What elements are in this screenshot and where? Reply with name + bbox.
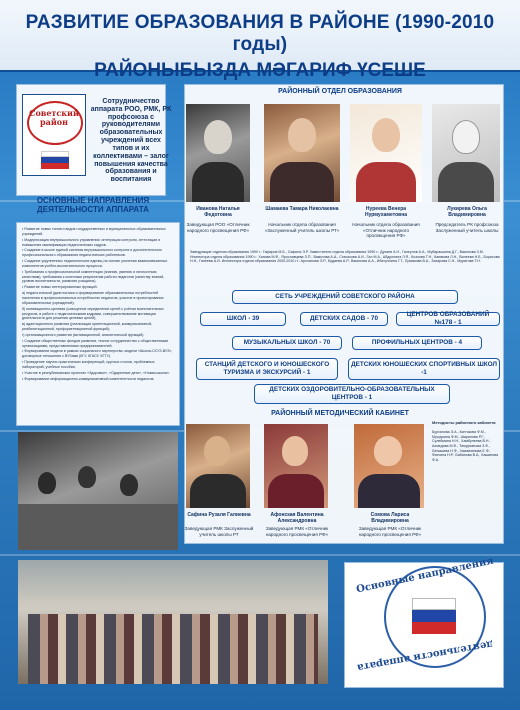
body-shape (190, 474, 246, 508)
edu-center-box: ЦЕНТРОВ ОБРАЗОВАНИЙ №178 - 1 (396, 312, 500, 326)
portrait-photo (264, 424, 328, 508)
portrait-name: Нуреева Венера Нурмухаметовна (364, 206, 408, 218)
logo-text: Советский район (29, 108, 79, 127)
directions-item: • Участие в республиканских проектах «Здоровье», «Одаренные дети», «Новая школа». (22, 370, 171, 375)
directions-item: в) адаптационного развития (реализация ориентационной, коммуникативной, реабилитационной, профориентационной функций); (22, 322, 153, 332)
portrait-role: Начальник отдела образования «Заслуженный учитель школы РТ» (264, 222, 340, 233)
sport-schools-box: ДЕТСКИХ ЮНОШЕСКИХ СПОРТИВНЫХ ШКОЛ -1 (348, 358, 500, 380)
poster-title-ru: РАЗВИТИЕ ОБРАЗОВАНИЯ В РАЙОНЕ (1990-2010 годы) (25, 12, 495, 55)
directions-item: • Создание в школе единой системы внутришкольного контроля и дополнительного профессионального образования педагогических работников. (22, 248, 163, 258)
rmk-title: РАЙОННЫЙ МЕТОДИЧЕСКИЙ КАБИНЕТ (271, 410, 409, 417)
kindergartens-box: ДЕТСКИХ САДОВ - 70 (300, 312, 388, 326)
portrait-name: Иванова Наталья Федотовна (196, 206, 240, 218)
crowd-shape (28, 614, 318, 684)
district-logo (22, 94, 86, 176)
portrait-photo (264, 104, 340, 202)
body-shape (438, 162, 494, 202)
flag-icon (41, 151, 69, 169)
body-shape (358, 474, 420, 508)
directions-item: • Требования к профессиональной компетенции (знанию, умению и личностным качествам), требования к конечным результатам работы педагогов (качеству знаний, уровню воспитанности, развития учащихся). (22, 269, 165, 284)
body-shape (192, 162, 244, 202)
portrait-name: Шамаева Тамара Николаевна (265, 206, 339, 212)
portrait-name: Сафина Рузаля Галиевна (187, 512, 251, 518)
directions-item: • Создание укрупненных педагогических единиц на основе усиления взаимосвязанных компонентов учебно-воспитательного процесса. (22, 259, 168, 268)
background-stripe (0, 554, 520, 556)
body-shape (356, 162, 416, 202)
emblem-text-top: Основные направления (355, 555, 495, 596)
face-shape (204, 120, 232, 154)
directions-item: г) организационного развития (мотивационной, аналитической функций). (22, 332, 145, 337)
portrait-photo (432, 104, 500, 202)
directions-title: ОСНОВНЫЕ НАПРАВЛЕНИЯ ДЕЯТЕЛЬНОСТИ АППАРАТА (36, 196, 150, 215)
cooperation-text: Сотрудничество аппарата РОО, РМК, РК профсоюза с руководителями образовательных учреждений всех типов и их коллективами – залог повышения качества образования и воспитания (90, 98, 172, 184)
portrait-photo (350, 104, 422, 202)
directions-item: • Формирование информационно-коммуникативной компетентности педагогов. (22, 376, 155, 381)
person-silhouette (38, 472, 56, 494)
face-shape (288, 118, 316, 152)
directions-item: б) мотивационно-целевая (совокупное определение целей с учётом воспитательных ресурсов, в работе с педагогическими кадрами, совершенствование мотивации деятельности для решения целевых целей); (22, 306, 164, 321)
directions-item: а) педагогической (диагностика и формирование образовательных потребностей населения в профессиональных потребностях педагогов, участие в проектировании образовательных учреждений); (22, 291, 164, 305)
methodists-text: Бурханова Э.А., Кигтякова Ф.М., Мусрукина Ф.М., Шарипова Р.Г., Сулеймана Н.Н., Хамбулеева В.Н., Ахмедова М.Ф., Тимурханова З.Ф., Латышева Н.Ф., Хакимзянова Е.Ф., Фатхина Н.Р., Бабанова В.А., Кашапова Ф.А. (432, 430, 499, 463)
directions-item: • Проведение научно-практических конференций, круглых столов, проблемных лабораторий, учебные пособия. (22, 360, 155, 369)
portrait-photo (354, 424, 424, 508)
recreation-centers-box: ДЕТСКИХ ОЗДОРОВИТЕЛЬНО-ОБРАЗОВАТЕЛЬНЫХ ЦЕНТРОВ - 1 (254, 384, 450, 404)
face-shape (372, 118, 400, 152)
emblem-text-bottom: деятельности аппарата (356, 638, 494, 673)
ruo-staff-text: Заведующие отделом образования 1990 г.: Гафаров М.Б., Сафина Э.Р. Заместители отдела образования 1990 г.: Духаев А.Н., Галеулов А.А., Мубаракшина Д.Г., Вакилова З.М. Инспектора отдела образования 1990 г.: Хапова М.Ф., Ярославцева Л.П., Вакилова А.А., Стасикова А.И., Гал М.А., Абдуллина Л.Я., Козлова Т.Н., Каюмова Л.Н., Валеева Н.Б., Борисова Н.Н., Ганеева А.И. Инспектора отдела образования 2000-2010 гг.: Арсланова Э.Р., Будаева А.Р., Вакилова А.А., Ибатуллина Г.Т., Ермакова В.А., Захарова С.Н., Муратова Т.Н. (190, 250, 500, 264)
portrait-role: Заведующая РМК «Отличник народного просвещения РФ» (265, 526, 329, 537)
music-schools-box: МУЗЫКАЛЬНЫХ ШКОЛ - 70 (232, 336, 342, 350)
person-silhouette (120, 474, 138, 496)
wall-shape (18, 560, 328, 600)
portrait-role: Председатель РК профсоюза Заслуженный учитель школы (435, 222, 499, 233)
portrait-name: Афонская Валентина Александровна (270, 512, 324, 524)
portrait-name: Лукирева Ольга Владимировна (447, 206, 487, 218)
meeting-photo (18, 432, 178, 550)
schools-box: ШКОЛ - 39 (200, 312, 286, 326)
profile-centers-box: ПРОФИЛЬНЫХ ЦЕНТРОВ - 4 (352, 336, 482, 350)
portrait-role: Заведующая РМК Заслуженный учитель школы РТ (184, 526, 254, 537)
directions-item: • Развитие новых типов и видов государственных и муниципальных образовательных учреждений. (22, 227, 166, 236)
body-shape (270, 162, 334, 202)
face-shape (374, 436, 402, 466)
table-shape (18, 504, 178, 550)
portrait-role: Начальник отдела образования «Отличник народного просвещения РФ» (352, 222, 420, 238)
network-title-box: СЕТЬ УЧРЕЖДЕНИЙ СОВЕТСКОГО РАЙОНА (232, 290, 458, 304)
tourism-stations-box: СТАНЦИЙ ДЕТСКОГО И ЮНОШЕСКОГО ТУРИЗМА И ЭКСКУРСИЙ - 1 (196, 358, 338, 380)
portrait-name: Сомова Лариса Владимировна (370, 512, 410, 524)
body-shape (268, 474, 324, 508)
methodists-title: Методисты районного кабинета (432, 420, 496, 425)
group-photo (18, 560, 328, 684)
directions-item: • Формирование модели в рамках социального партнерства, модели «Школа-ССУЗ-ВУЗ», договорные отношения с ВУЗами (КГУ, КГАСУ, КГТУ). (22, 349, 173, 359)
portrait-role: Заведующая РМК «Отличник народного просвещения РФ» (358, 526, 422, 537)
poster-header (0, 0, 520, 81)
person-silhouette (78, 466, 96, 488)
face-shape (452, 120, 480, 154)
portrait-role: Заведующая РОО «Отличник народного просвещения РФ» (186, 222, 250, 233)
portrait-photo (186, 104, 250, 202)
directions-item: • Развитие новых интегрированных функций: (22, 285, 98, 290)
face-shape (282, 436, 308, 466)
directions-list (16, 222, 180, 426)
flag-icon (412, 598, 456, 634)
directions-item: • Создание общественных фондов развития, тесное сотрудничество с общественными организациями, представителями предпринимателей. (22, 338, 168, 348)
poster-title-tt: РАЙОНЫБЫЗДА МӘГАРИФ ҮСЕШЕ (94, 60, 426, 81)
portrait-photo (186, 424, 250, 508)
ruo-title: РАЙОННЫЙ ОТДЕЛ ОБРАЗОВАНИЯ (278, 88, 402, 95)
face-shape (204, 436, 230, 466)
directions-item: • Модернизация внутришкольного управления: интеграция контроля, аттестации и повышения квалификации педагогических кадров. (22, 237, 161, 247)
